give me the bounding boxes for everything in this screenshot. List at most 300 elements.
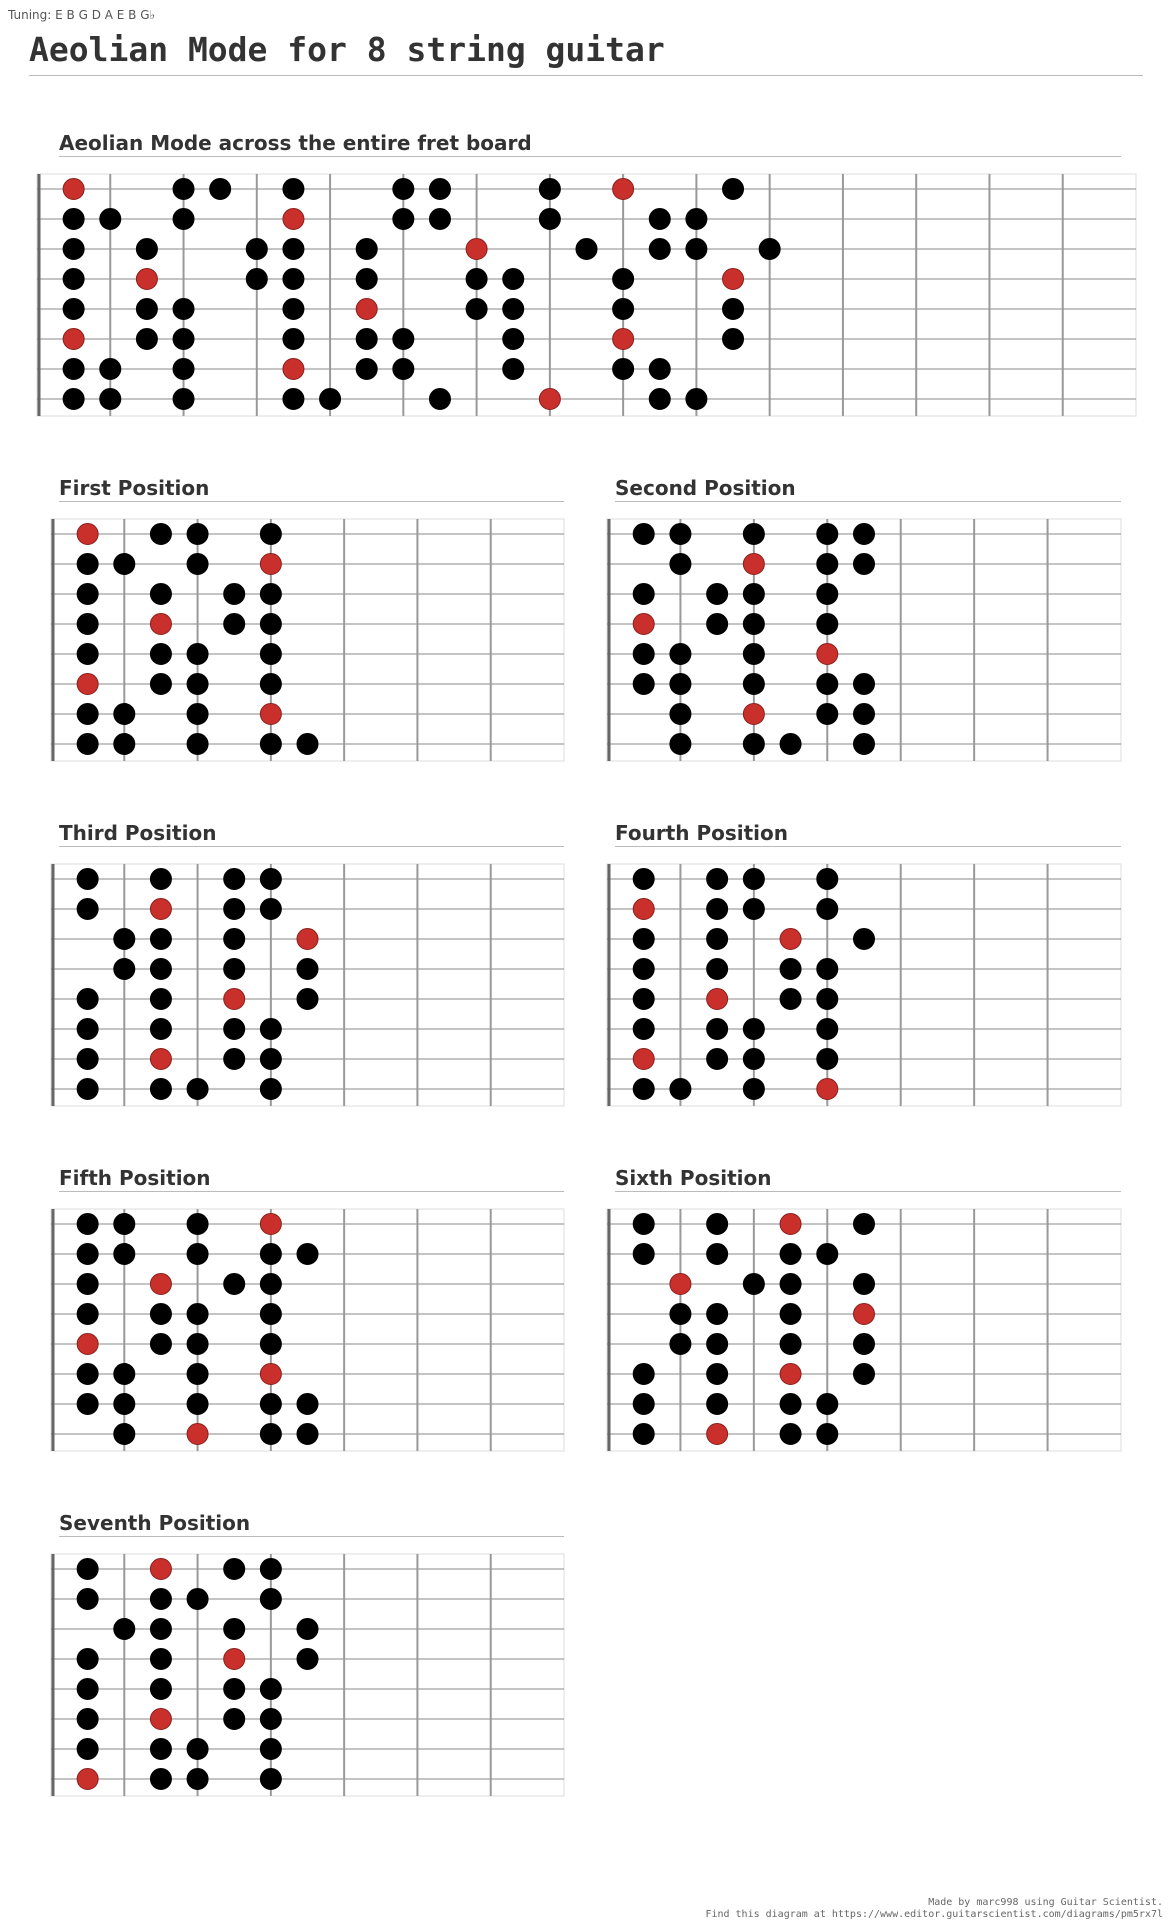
scale-note-dot [150, 1679, 171, 1700]
scale-note-dot [114, 704, 135, 725]
scale-note-dot [633, 1079, 654, 1100]
scale-note-dot [686, 239, 707, 260]
scale-note-dot [817, 1244, 838, 1265]
scale-note-dot [63, 359, 84, 380]
scale-note-dot [854, 554, 875, 575]
scale-note-dot [743, 899, 764, 920]
scale-note-dot [77, 1589, 98, 1610]
scale-note-dot [780, 1244, 801, 1265]
root-note-dot [150, 1709, 171, 1730]
root-note-dot [77, 674, 98, 695]
fretboard-diagram-fourth-position [607, 864, 1121, 1106]
scale-note-dot [743, 644, 764, 665]
section-divider-fourth-position [615, 846, 1121, 847]
scale-note-dot [150, 584, 171, 605]
footer-made-by: Made by marc998 using Guitar Scientist. [928, 1897, 1163, 1908]
scale-note-dot [187, 1739, 208, 1760]
scale-note-dot [77, 1364, 98, 1385]
scale-note-dot [854, 734, 875, 755]
scale-note-dot [817, 959, 838, 980]
scale-note-dot [77, 1739, 98, 1760]
section-divider-fifth-position [59, 1191, 564, 1192]
scale-note-dot [707, 959, 728, 980]
root-note-dot [539, 389, 560, 410]
scale-note-dot [187, 1769, 208, 1790]
scale-note-dot [187, 704, 208, 725]
scale-note-dot [817, 1019, 838, 1040]
root-note-dot [150, 899, 171, 920]
scale-note-dot [780, 989, 801, 1010]
root-note-dot [63, 329, 84, 350]
root-note-dot [707, 989, 728, 1010]
scale-note-dot [63, 239, 84, 260]
scale-note-dot [187, 1244, 208, 1265]
root-note-dot [283, 359, 304, 380]
scale-note-dot [187, 644, 208, 665]
section-title-full: Aeolian Mode across the entire fret board [59, 131, 532, 155]
section-title-first-position: First Position [59, 476, 210, 500]
scale-note-dot [707, 1334, 728, 1355]
scale-note-dot [817, 1049, 838, 1070]
scale-note-dot [817, 1394, 838, 1415]
scale-note-dot [780, 1424, 801, 1445]
scale-note-dot [173, 389, 194, 410]
root-note-dot [77, 524, 98, 545]
scale-note-dot [633, 1424, 654, 1445]
scale-note-dot [77, 644, 98, 665]
scale-note-dot [320, 389, 341, 410]
footer-diagram-link: Find this diagram at https://www.editor.guitarscientist.com/diagrams/pm5rx7l [705, 1909, 1163, 1920]
scale-note-dot [723, 329, 744, 350]
scale-note-dot [707, 1364, 728, 1385]
scale-note-dot [854, 524, 875, 545]
root-note-dot [77, 1334, 98, 1355]
root-note-dot [817, 1079, 838, 1100]
scale-note-dot [224, 1619, 245, 1640]
scale-note-dot [224, 869, 245, 890]
scale-note-dot [77, 1559, 98, 1580]
scale-note-dot [723, 179, 744, 200]
section-divider-seventh-position [59, 1536, 564, 1537]
scale-note-dot [649, 389, 670, 410]
scale-note-dot [854, 1274, 875, 1295]
scale-note-dot [356, 359, 377, 380]
scale-note-dot [743, 1049, 764, 1070]
scale-note-dot [707, 1019, 728, 1040]
root-note-dot [854, 1304, 875, 1325]
scale-note-dot [817, 869, 838, 890]
scale-note-dot [260, 1019, 281, 1040]
scale-note-dot [150, 644, 171, 665]
scale-note-dot [224, 1709, 245, 1730]
scale-note-dot [743, 869, 764, 890]
scale-note-dot [173, 299, 194, 320]
scale-note-dot [224, 959, 245, 980]
root-note-dot [260, 1214, 281, 1235]
page-title: Aeolian Mode for 8 string guitar [29, 30, 665, 69]
fretboard-background [37, 174, 1136, 416]
scale-note-dot [173, 359, 194, 380]
scale-note-dot [633, 1364, 654, 1385]
scale-note-dot [466, 299, 487, 320]
scale-note-dot [187, 524, 208, 545]
scale-note-dot [393, 179, 414, 200]
scale-note-dot [224, 929, 245, 950]
scale-note-dot [817, 674, 838, 695]
scale-note-dot [707, 584, 728, 605]
scale-note-dot [670, 524, 691, 545]
scale-note-dot [429, 179, 450, 200]
scale-note-dot [114, 959, 135, 980]
section-divider-second-position [615, 501, 1121, 502]
scale-note-dot [633, 524, 654, 545]
scale-note-dot [854, 1364, 875, 1385]
scale-note-dot [633, 584, 654, 605]
scale-note-dot [503, 329, 524, 350]
scale-note-dot [260, 644, 281, 665]
root-note-dot [150, 1049, 171, 1070]
scale-note-dot [466, 269, 487, 290]
scale-note-dot [114, 1424, 135, 1445]
scale-note-dot [297, 1619, 318, 1640]
scale-note-dot [260, 899, 281, 920]
scale-note-dot [539, 209, 560, 230]
root-note-dot [670, 1274, 691, 1295]
scale-note-dot [150, 1079, 171, 1100]
section-title-third-position: Third Position [59, 821, 217, 845]
scale-note-dot [649, 209, 670, 230]
scale-note-dot [633, 929, 654, 950]
scale-note-dot [817, 899, 838, 920]
scale-note-dot [77, 1679, 98, 1700]
scale-note-dot [854, 1214, 875, 1235]
fretboard-diagram-sixth-position [607, 1209, 1121, 1451]
scale-note-dot [114, 1394, 135, 1415]
scale-note-dot [780, 959, 801, 980]
root-note-dot [150, 614, 171, 635]
section-divider-sixth-position [615, 1191, 1121, 1192]
scale-note-dot [743, 734, 764, 755]
scale-note-dot [707, 929, 728, 950]
scale-note-dot [260, 674, 281, 695]
scale-note-dot [780, 1394, 801, 1415]
scale-note-dot [283, 179, 304, 200]
root-note-dot [780, 1214, 801, 1235]
scale-note-dot [707, 1244, 728, 1265]
scale-note-dot [150, 929, 171, 950]
scale-note-dot [817, 1424, 838, 1445]
scale-note-dot [670, 1304, 691, 1325]
scale-note-dot [187, 1364, 208, 1385]
scale-note-dot [260, 1424, 281, 1445]
scale-note-dot [260, 1334, 281, 1355]
scale-note-dot [187, 1079, 208, 1100]
scale-note-dot [260, 734, 281, 755]
scale-note-dot [77, 614, 98, 635]
scale-note-dot [224, 1274, 245, 1295]
root-note-dot [633, 614, 654, 635]
scale-note-dot [633, 674, 654, 695]
scale-note-dot [297, 1424, 318, 1445]
scale-note-dot [77, 1709, 98, 1730]
scale-note-dot [780, 1274, 801, 1295]
scale-note-dot [670, 554, 691, 575]
scale-note-dot [150, 1589, 171, 1610]
scale-note-dot [77, 734, 98, 755]
scale-note-dot [297, 1244, 318, 1265]
root-note-dot [260, 554, 281, 575]
scale-note-dot [77, 899, 98, 920]
scale-note-dot [670, 1079, 691, 1100]
scale-note-dot [150, 1019, 171, 1040]
scale-note-dot [150, 1304, 171, 1325]
root-note-dot [613, 179, 634, 200]
scale-note-dot [260, 1589, 281, 1610]
scale-note-dot [707, 1214, 728, 1235]
scale-note-dot [63, 389, 84, 410]
scale-note-dot [759, 239, 780, 260]
scale-note-dot [854, 704, 875, 725]
scale-note-dot [393, 329, 414, 350]
scale-note-dot [210, 179, 231, 200]
scale-note-dot [817, 704, 838, 725]
scale-note-dot [503, 299, 524, 320]
scale-note-dot [297, 1649, 318, 1670]
scale-note-dot [743, 674, 764, 695]
root-note-dot [707, 1424, 728, 1445]
scale-note-dot [260, 524, 281, 545]
scale-note-dot [613, 269, 634, 290]
root-note-dot [283, 209, 304, 230]
scale-note-dot [173, 179, 194, 200]
scale-note-dot [613, 299, 634, 320]
scale-note-dot [707, 1304, 728, 1325]
scale-note-dot [260, 1709, 281, 1730]
scale-note-dot [150, 1739, 171, 1760]
scale-note-dot [260, 1304, 281, 1325]
scale-note-dot [260, 1244, 281, 1265]
scale-note-dot [187, 1394, 208, 1415]
scale-note-dot [224, 1679, 245, 1700]
scale-note-dot [114, 554, 135, 575]
scale-note-dot [260, 1559, 281, 1580]
scale-note-dot [150, 989, 171, 1010]
scale-note-dot [187, 1589, 208, 1610]
scale-note-dot [100, 389, 121, 410]
scale-note-dot [686, 209, 707, 230]
fretboard-background [51, 1554, 564, 1796]
scale-note-dot [77, 1394, 98, 1415]
scale-note-dot [260, 584, 281, 605]
scale-note-dot [817, 989, 838, 1010]
scale-note-dot [150, 1649, 171, 1670]
scale-note-dot [633, 959, 654, 980]
scale-note-dot [260, 1079, 281, 1100]
scale-note-dot [743, 584, 764, 605]
scale-note-dot [817, 554, 838, 575]
scale-note-dot [77, 1019, 98, 1040]
fretboard-diagram-full [37, 174, 1136, 416]
scale-note-dot [633, 1394, 654, 1415]
fretboard-diagram-first-position [51, 519, 564, 761]
root-note-dot [77, 1769, 98, 1790]
scale-note-dot [114, 1619, 135, 1640]
scale-note-dot [503, 359, 524, 380]
scale-note-dot [224, 584, 245, 605]
scale-note-dot [429, 209, 450, 230]
scale-note-dot [260, 1769, 281, 1790]
root-note-dot [224, 1649, 245, 1670]
scale-note-dot [283, 269, 304, 290]
scale-note-dot [780, 1304, 801, 1325]
section-title-seventh-position: Seventh Position [59, 1511, 251, 1535]
fretboard-diagram-fifth-position [51, 1209, 564, 1451]
scale-note-dot [686, 389, 707, 410]
scale-note-dot [136, 299, 157, 320]
scale-note-dot [63, 209, 84, 230]
root-note-dot [150, 1274, 171, 1295]
scale-note-dot [187, 1304, 208, 1325]
scale-note-dot [77, 1079, 98, 1100]
scale-note-dot [743, 1274, 764, 1295]
scale-note-dot [707, 614, 728, 635]
scale-note-dot [150, 524, 171, 545]
scale-note-dot [187, 734, 208, 755]
scale-note-dot [77, 1214, 98, 1235]
scale-note-dot [633, 869, 654, 890]
scale-note-dot [100, 209, 121, 230]
section-divider-first-position [59, 501, 564, 502]
scale-note-dot [260, 1679, 281, 1700]
scale-note-dot [854, 1334, 875, 1355]
scale-note-dot [670, 644, 691, 665]
root-note-dot [187, 1424, 208, 1445]
root-note-dot [817, 644, 838, 665]
scale-note-dot [150, 1619, 171, 1640]
scale-note-dot [114, 734, 135, 755]
fretboard-background [607, 864, 1121, 1106]
scale-note-dot [283, 239, 304, 260]
tuning-label: Tuning: E B G D A E B G♭ [8, 8, 156, 22]
scale-note-dot [114, 1214, 135, 1235]
root-note-dot [743, 554, 764, 575]
root-note-dot [260, 1364, 281, 1385]
fretboard-diagram-third-position [51, 864, 564, 1106]
scale-note-dot [224, 1049, 245, 1070]
scale-note-dot [633, 644, 654, 665]
scale-note-dot [77, 554, 98, 575]
section-title-fourth-position: Fourth Position [615, 821, 789, 845]
scale-note-dot [187, 1334, 208, 1355]
root-note-dot [780, 1364, 801, 1385]
section-title-second-position: Second Position [615, 476, 796, 500]
scale-note-dot [633, 1214, 654, 1235]
root-note-dot [224, 989, 245, 1010]
scale-note-dot [356, 329, 377, 350]
fretboard-diagram-seventh-position [51, 1554, 564, 1796]
scale-note-dot [817, 584, 838, 605]
scale-note-dot [633, 1019, 654, 1040]
scale-note-dot [817, 614, 838, 635]
scale-note-dot [707, 899, 728, 920]
scale-note-dot [63, 269, 84, 290]
scale-note-dot [817, 524, 838, 545]
root-note-dot [63, 179, 84, 200]
root-note-dot [613, 329, 634, 350]
scale-note-dot [150, 674, 171, 695]
scale-note-dot [150, 869, 171, 890]
scale-note-dot [187, 554, 208, 575]
scale-note-dot [393, 359, 414, 380]
title-divider [29, 75, 1143, 76]
scale-note-dot [77, 704, 98, 725]
root-note-dot [723, 269, 744, 290]
scale-note-dot [633, 989, 654, 1010]
fretboard-background [51, 864, 564, 1106]
scale-note-dot [224, 899, 245, 920]
scale-note-dot [224, 614, 245, 635]
section-title-fifth-position: Fifth Position [59, 1166, 211, 1190]
root-note-dot [260, 704, 281, 725]
scale-note-dot [114, 1364, 135, 1385]
scale-note-dot [283, 329, 304, 350]
scale-note-dot [100, 359, 121, 380]
scale-note-dot [670, 704, 691, 725]
scale-note-dot [150, 959, 171, 980]
scale-note-dot [283, 389, 304, 410]
scale-note-dot [150, 1769, 171, 1790]
scale-note-dot [503, 269, 524, 290]
scale-note-dot [77, 1649, 98, 1670]
root-note-dot [780, 929, 801, 950]
scale-note-dot [114, 1244, 135, 1265]
scale-note-dot [613, 359, 634, 380]
scale-note-dot [173, 329, 194, 350]
scale-note-dot [539, 179, 560, 200]
scale-note-dot [297, 959, 318, 980]
scale-note-dot [707, 1049, 728, 1070]
scale-note-dot [649, 239, 670, 260]
scale-note-dot [246, 269, 267, 290]
scale-note-dot [743, 614, 764, 635]
scale-note-dot [297, 734, 318, 755]
fretboard-background [607, 1209, 1121, 1451]
scale-note-dot [114, 929, 135, 950]
scale-note-dot [743, 524, 764, 545]
scale-note-dot [707, 1394, 728, 1415]
root-note-dot [356, 299, 377, 320]
scale-note-dot [260, 1394, 281, 1415]
scale-note-dot [260, 1739, 281, 1760]
scale-note-dot [297, 989, 318, 1010]
root-note-dot [743, 704, 764, 725]
scale-note-dot [136, 239, 157, 260]
root-note-dot [297, 929, 318, 950]
scale-note-dot [670, 674, 691, 695]
scale-note-dot [743, 1079, 764, 1100]
scale-note-dot [649, 359, 670, 380]
fretboard-diagram-second-position [607, 519, 1121, 761]
scale-note-dot [77, 1244, 98, 1265]
scale-note-dot [707, 869, 728, 890]
scale-note-dot [854, 674, 875, 695]
root-note-dot [633, 1049, 654, 1070]
scale-note-dot [743, 1019, 764, 1040]
scale-note-dot [246, 239, 267, 260]
scale-note-dot [224, 1559, 245, 1580]
scale-note-dot [173, 209, 194, 230]
scale-note-dot [780, 1334, 801, 1355]
